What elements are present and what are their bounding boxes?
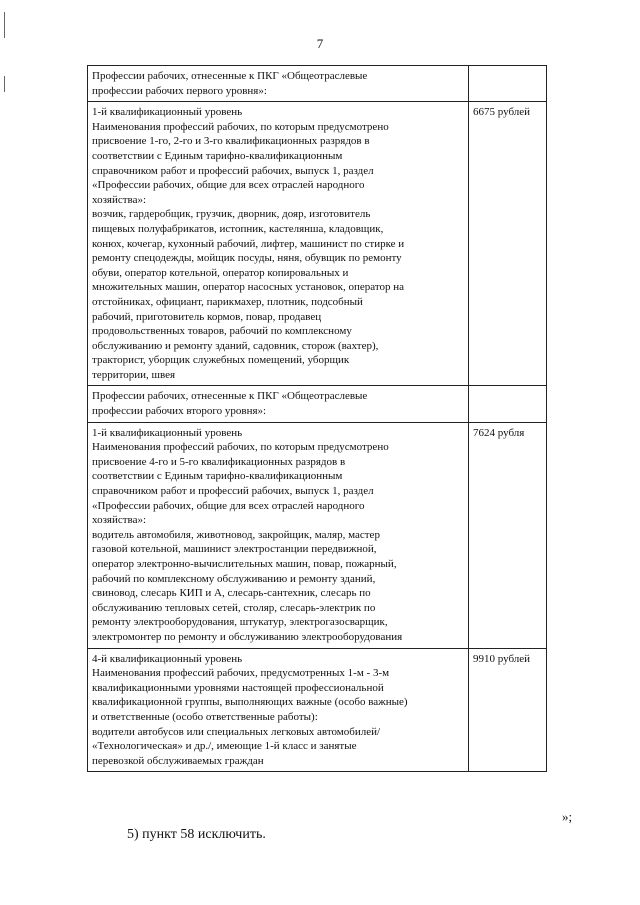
table-row — [88, 66, 547, 102]
description-line: электромонтер по ремонту и обслуживанию электрооборудования — [92, 630, 403, 643]
salary-cell — [469, 386, 547, 422]
closing-quote: »; — [562, 809, 573, 824]
description-line: продовольственных товаров, рабочий по комплексному — [92, 325, 352, 338]
description-line: квалификационными уровнями настоящей профессиональной — [92, 681, 384, 694]
description-line: пищевых полуфабрикатов, истопник, кастелянша, кладовщик, — [92, 222, 384, 235]
professions-table — [87, 65, 547, 772]
description-line: ремонту электрооборудования, штукатур, электрогазосварщик, — [92, 616, 388, 629]
table-row — [88, 422, 547, 648]
margin-mark — [4, 76, 5, 92]
description-line: и ответственные (особо ответственные работы): — [92, 710, 318, 723]
page-number: 7 — [316, 36, 324, 51]
description-line: свиновод, слесарь КИП и А, слесарь-сантехник, слесарь по — [92, 587, 371, 600]
description-line: соответствии с Единым тарифно-квалификационным — [92, 149, 343, 162]
description-line: обуви, оператор котельной, оператор копировальных и — [92, 266, 349, 279]
description-line: присвоение 4-го и 5-го квалификационных разрядов в — [92, 455, 346, 468]
description-line: множительных машин, оператор насосных установок, оператор на — [92, 281, 405, 294]
profession-description-cell — [88, 422, 469, 648]
description-line: профессии рабочих второго уровня»: — [92, 405, 267, 418]
table-row — [88, 102, 547, 386]
description-line: рабочий, приготовитель кормов, повар, продавец — [92, 310, 322, 323]
description-line: обслуживанию и ремонту зданий, садовник, сторож (вахтер), — [92, 339, 379, 352]
description-line: «Профессии рабочих, общие для всех отраслей народного — [92, 179, 365, 192]
description-line: хозяйства»: — [92, 193, 147, 206]
description-line: возчик, гардеробщик, грузчик, дворник, дояр, изготовитель — [92, 208, 371, 221]
profession-description-cell — [88, 66, 469, 102]
description-line: Профессии рабочих, отнесенные к ПКГ «Общеотраслевые — [92, 70, 368, 82]
description-line: справочником работ и профессий рабочих, выпуск 1, раздел — [92, 485, 374, 498]
description-line: Наименования профессий рабочих, предусмотренных 1-м - 3-м — [92, 667, 390, 680]
description-line: «Профессии рабочих, общие для всех отраслей народного — [92, 499, 365, 512]
salary-cell: 7624 рубля — [469, 422, 547, 648]
profession-description-cell — [88, 102, 469, 386]
description-line: ремонту спецодежды, мойщик посуды, няня, обувщик по ремонту — [92, 252, 402, 265]
description-line: рабочий по комплексному обслуживанию и ремонту зданий, — [92, 572, 376, 585]
description-line: 1-й квалификационный уровень — [92, 106, 243, 119]
description-line: отстойниках, официант, парикмахер, плотник, подсобный — [92, 295, 363, 308]
description-line: 1-й квалификационный уровень — [92, 426, 243, 439]
description-line: обслуживанию тепловых сетей, столяр, слесарь-электрик по — [92, 601, 376, 614]
description-line: «Технологическая» и др./, имеющие 1-й класс и занятые — [92, 740, 357, 753]
salary-cell: 6675 рублей — [469, 102, 547, 386]
description-line: Наименования профессий рабочих, по которым предусмотрено — [92, 441, 389, 454]
description-line: газовой котельной, машинист электростанции передвижной, — [92, 543, 377, 556]
description-line: хозяйства»: — [92, 514, 147, 527]
description-line: тракторист, уборщик служебных помещений, уборщик — [92, 354, 350, 367]
description-line: профессии рабочих первого уровня»: — [92, 84, 267, 97]
profession-description-cell — [88, 648, 469, 772]
description-line: Наименования профессий рабочих, по которым предусмотрено — [92, 120, 389, 133]
table-row — [88, 648, 547, 772]
description-line: присвоение 1-го, 2-го и 3-го квалификационных разрядов в — [92, 135, 370, 148]
description-line: 4-й квалификационный уровень — [92, 652, 243, 665]
description-line: водитель автомобиля, животновод, закройщик, маляр, мастер — [92, 528, 380, 541]
description-line: справочником работ и профессий рабочих, выпуск 1, раздел — [92, 164, 374, 177]
description-line: соответствии с Единым тарифно-квалификационным — [92, 470, 343, 483]
profession-description-cell — [88, 386, 469, 422]
table-row — [88, 386, 547, 422]
description-line: Профессии рабочих, отнесенные к ПКГ «Общеотраслевые — [92, 390, 368, 403]
salary-cell: 9910 рублей — [469, 648, 547, 772]
description-line: территории, швея — [92, 368, 176, 381]
margin-mark — [4, 12, 5, 38]
salary-cell — [469, 66, 547, 102]
final-item: 5) пункт 58 исключить. — [127, 827, 266, 842]
description-line: оператор электронно-вычислительных машин, повар, пожарный, — [92, 558, 397, 570]
description-line: квалификационной группы, выполняющих важные (особо важные) — [92, 696, 408, 709]
description-line: перевозкой обслуживаемых граждан — [92, 754, 264, 767]
description-line: водители автобусов или специальных легковых автомобилей/ — [92, 725, 381, 738]
description-line: конюх, кочегар, кухонный рабочий, лифтер, машинист по стирке и — [92, 237, 405, 250]
